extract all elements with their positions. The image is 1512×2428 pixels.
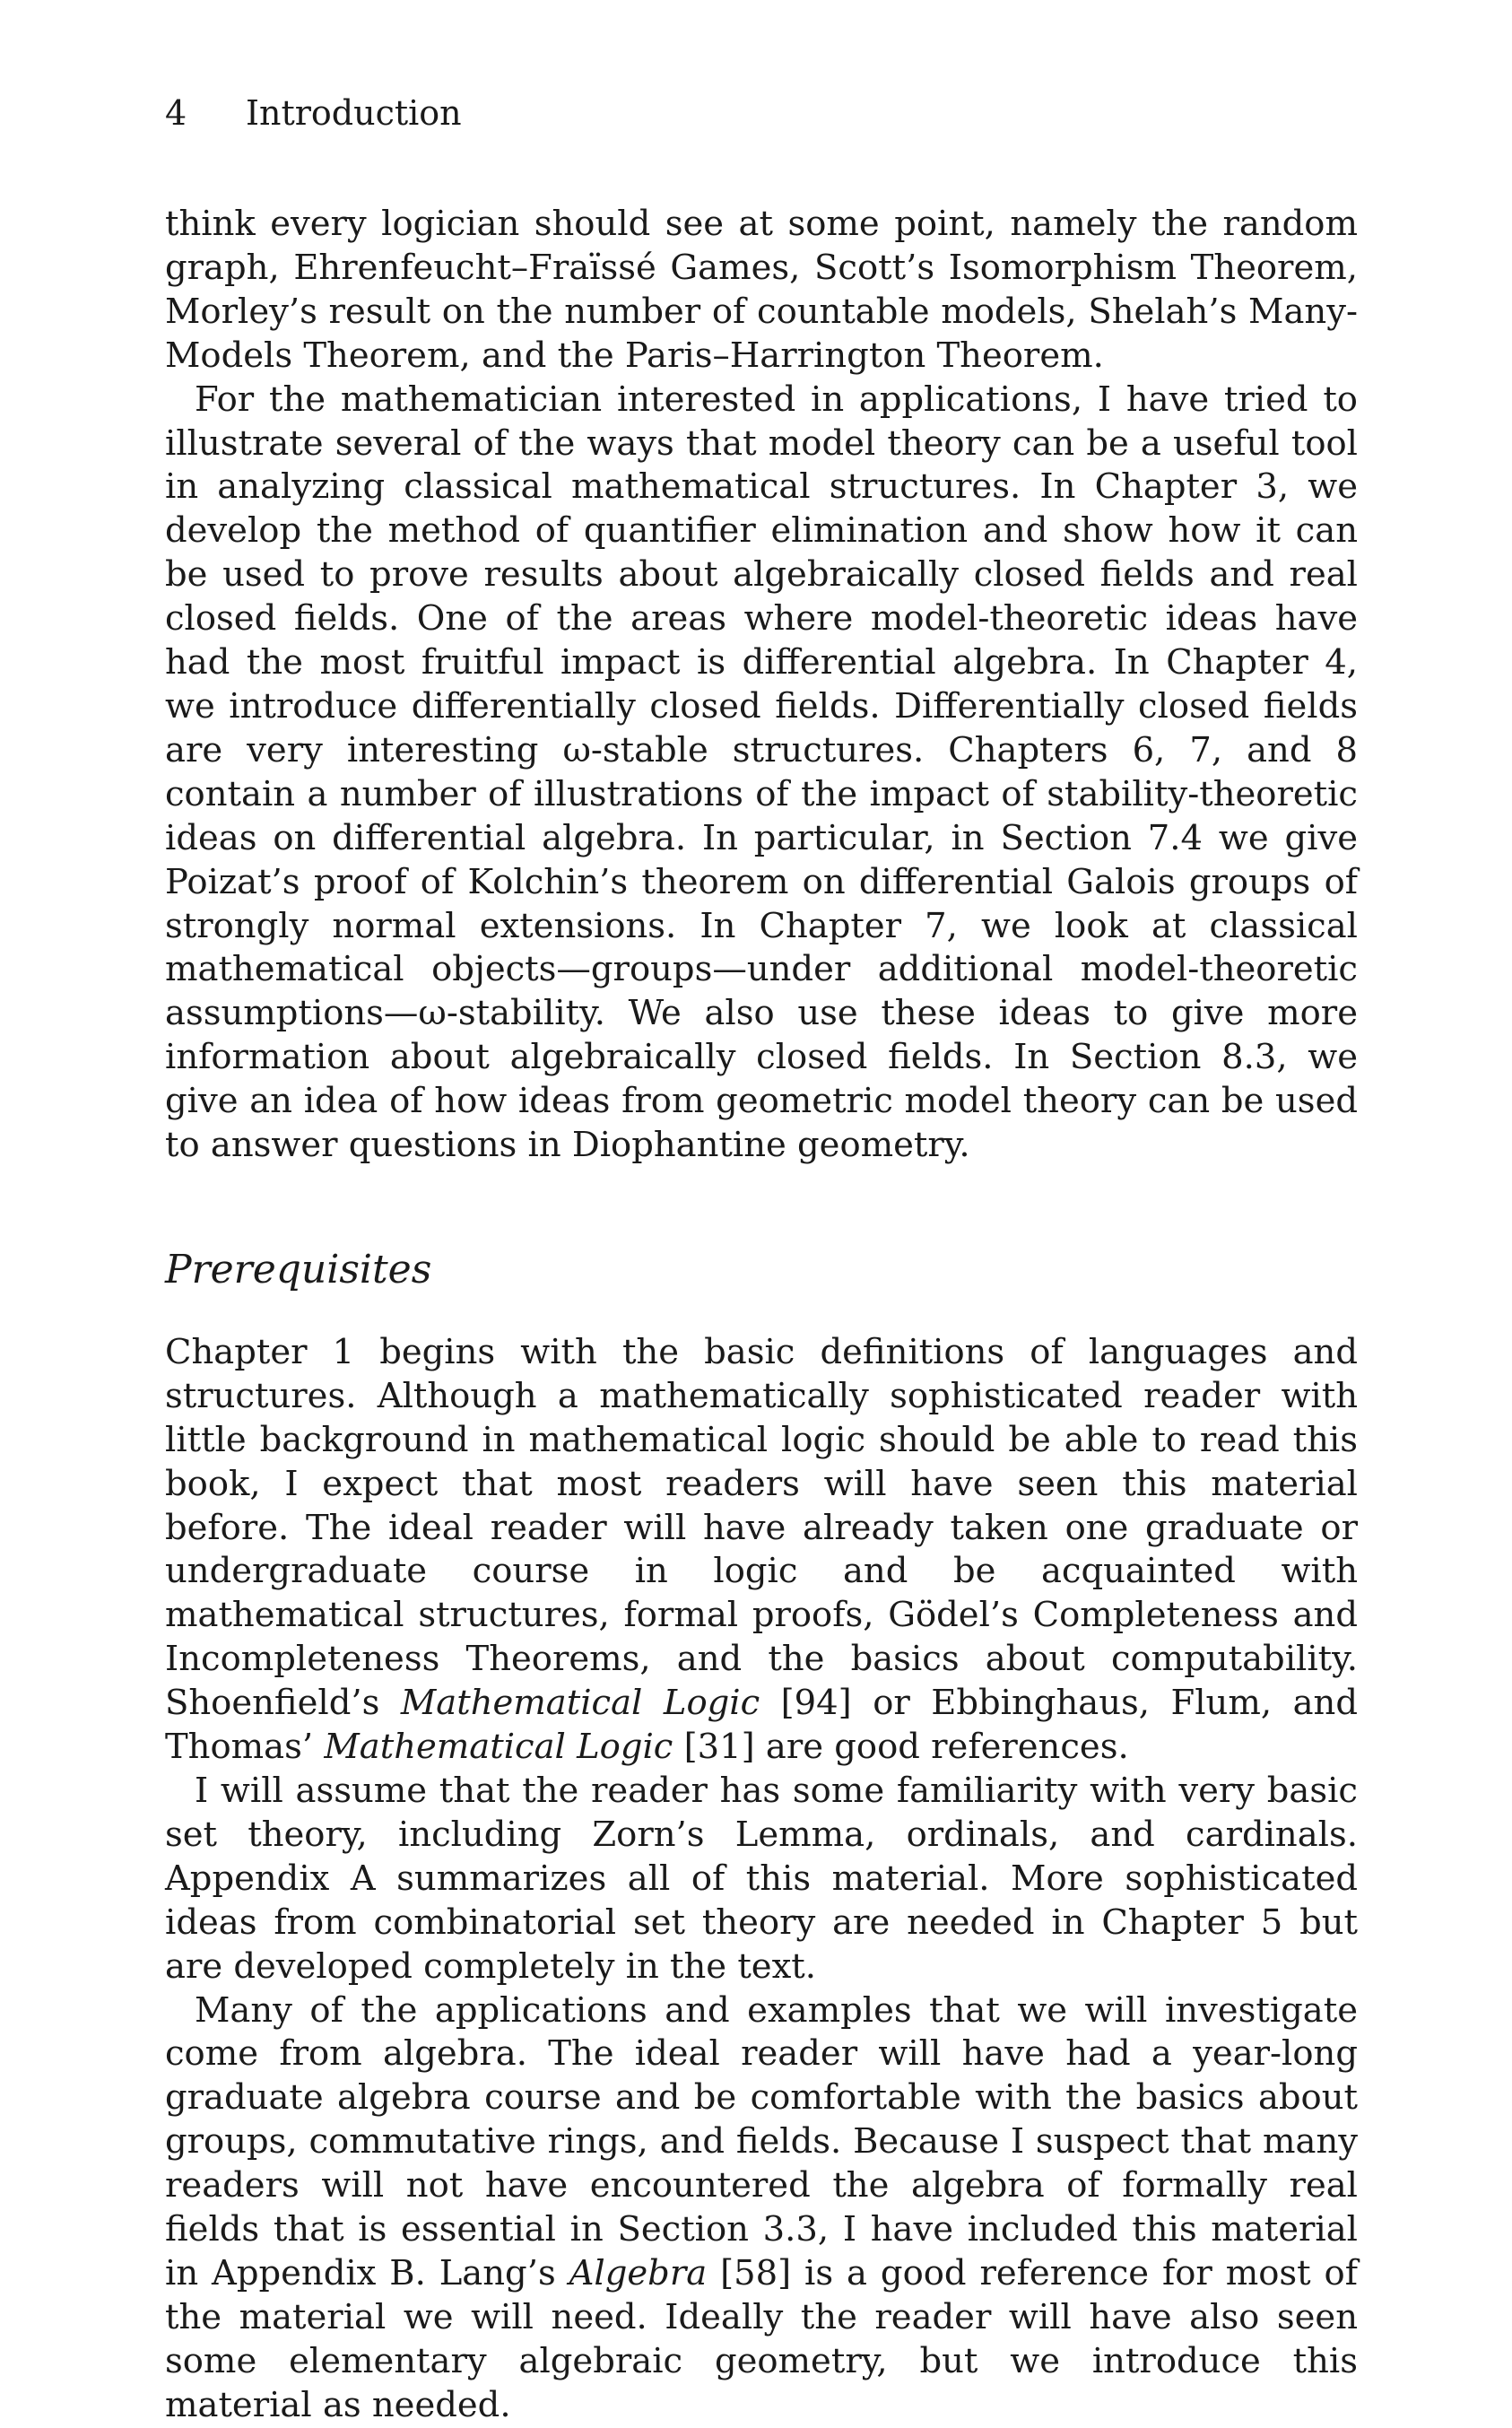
paragraph-prerequisites-algebra bbox=[165, 1989, 1358, 2428]
book-page bbox=[165, 90, 1358, 2428]
section-heading-prerequisites: Prerequisites bbox=[165, 1246, 432, 1292]
paragraph-applications: For the mathematician interested in applications, I have tried to illustrate several of the ways that model theory can be a useful tool in analyzing classical mathematical structures. In Chapter 3, we develop the method of quantifier elimination and show how it can be used to prove results about algebraically closed fields and real closed fields. One of the areas where model-theoretic ideas have had the most fruitful impact is differential algebra. In Chapter 4, we introduce differentially closed fields. Differentially closed fields are very interesting ω-stable structures. Chapters 6, 7, and 8 contain a number of illustrations of the impact of stability-theoretic ideas on differential algebra. In particular, in Section 7.4 we give Poizat’s proof of Kolchin’s theorem on differential Galois groups of strongly normal extensions. In Chapter 7, we look at classical mathematical objects—groups—under additional model-theoretic assumptions—ω-stability. We also use these ideas to give more information about algebraically closed fields. In Section 8.3, we give an idea of how ideas from geometric model theory can be used to answer questions in Diophantine geometry. bbox=[165, 379, 1358, 1166]
page-number: 4 bbox=[165, 93, 187, 133]
text-span: Chapter 1 begins with the basic definitions of languages and structures. Although a mathematically sophisticated reader with little background in mathematical logic should be able to read this book, I expect that most readers will have seen this material before. The ideal reader will have already taken one graduate or undergraduate course in logic and be acquainted with mathematical structures, formal proofs, Gödel’s Completeness and Incompleteness Theorems, and the basics about computability. Shoenfield’s bbox=[165, 1331, 1358, 1724]
reference-title: Algebra bbox=[569, 2252, 708, 2293]
reference-title: Mathematical Logic bbox=[400, 1683, 760, 1724]
paragraph-prerequisites-set-theory: I will assume that the reader has some familiarity with very basic set theory, including Zorn’s Lemma, ordinals, and cardinals. Appendix A summarizes all of this material. More sophisticated ideas from combinatorial set theory are needed in Chapter 5 but are developed completely in the text. bbox=[165, 1771, 1358, 1987]
text-span: [94] or Ebbinghaus, Flum, and Thomas’ bbox=[165, 1683, 1358, 1768]
paragraph-prerequisites-logic bbox=[165, 1331, 1358, 1770]
reference-title: Mathematical Logic bbox=[324, 1727, 673, 1768]
text-span: [58] is a good reference for most of the material we will need. Ideally the reader will have also seen some elementary algebraic geometry, but we introduce this material as needed. bbox=[165, 2252, 1358, 2425]
paragraph-continuation: think every logician should see at some point, namely the random graph, Ehrenfeucht–Fraïssé Games, Scott’s Isomorphism Theorem, Morley’s result on the number of countable models, Shelah’s Many-Models Theorem, and the Paris–Harrington Theorem. bbox=[165, 204, 1358, 376]
text-span: [31] are good references. bbox=[673, 1727, 1129, 1768]
text-span: Many of the applications and examples that we will investigate come from algebra. The ideal reader will have had a year-long graduate algebra course and be comfortable with the basics about groups, commutative rings, and fields. Because I suspect that many readers will not have encountered the algebra of formally real fields that is essential in Section 3.3, I have included this material in Appendix B. Lang’s bbox=[165, 1989, 1358, 2293]
running-head bbox=[165, 90, 1358, 136]
running-title: Introduction bbox=[246, 93, 462, 133]
